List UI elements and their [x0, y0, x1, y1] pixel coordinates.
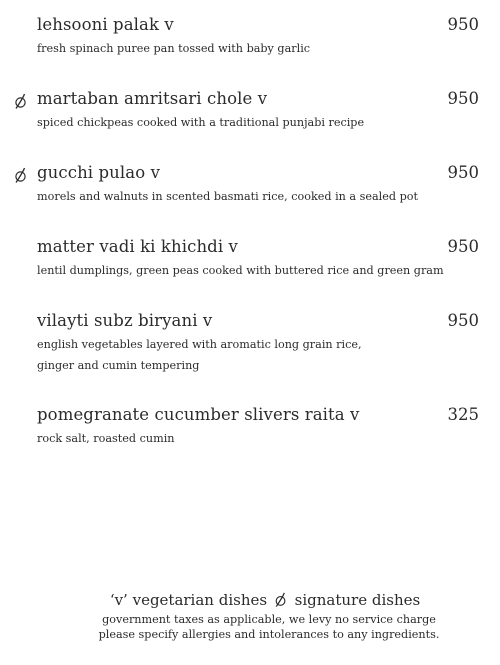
- item-description: rock salt, roasted cumin: [37, 432, 175, 445]
- item-price: 325: [447, 405, 479, 424]
- footer-allergy-note: please specify allergies and intolerances to any ingredients.: [98, 628, 440, 641]
- footer-tax-note: government taxes as applicable, we levy no service charge: [102, 613, 436, 626]
- item-name: gucchi pulao v: [37, 163, 161, 182]
- item-description: spiced chickpeas cooked with a traditional punjabi recipe: [37, 116, 365, 129]
- item-price: 950: [447, 311, 479, 330]
- item-description: fresh spinach puree pan tossed with baby garlic: [37, 42, 311, 55]
- item-price: 950: [447, 15, 479, 34]
- item-description: ginger and cumin tempering: [37, 359, 200, 372]
- item-name: lehsooni palak v: [37, 15, 174, 34]
- item-description: english vegetables layered with aromatic long grain rice,: [37, 338, 362, 351]
- legend-vegetarian: ‘v’ vegetarian dishes: [109, 591, 268, 609]
- footer-legend: [0, 590, 500, 610]
- item-name: matter vadi ki khichdi v: [37, 237, 238, 256]
- item-description: lentil dumplings, green peas cooked with buttered rice and green gram: [37, 264, 444, 277]
- item-name: vilayti subz biryani v: [37, 311, 213, 330]
- item-name: pomegranate cucumber slivers raita v: [37, 405, 360, 424]
- item-name: martaban amritsari chole v: [37, 89, 268, 108]
- item-description: morels and walnuts in scented basmati rice, cooked in a sealed pot: [37, 190, 418, 203]
- item-price: 950: [447, 89, 479, 108]
- item-price: 950: [447, 237, 479, 256]
- item-price: 950: [447, 163, 479, 182]
- signature-dish-icon: [14, 166, 28, 184]
- signature-dish-icon: [274, 591, 288, 608]
- legend-signature: signature dishes: [294, 591, 421, 609]
- signature-dish-icon: [14, 92, 28, 110]
